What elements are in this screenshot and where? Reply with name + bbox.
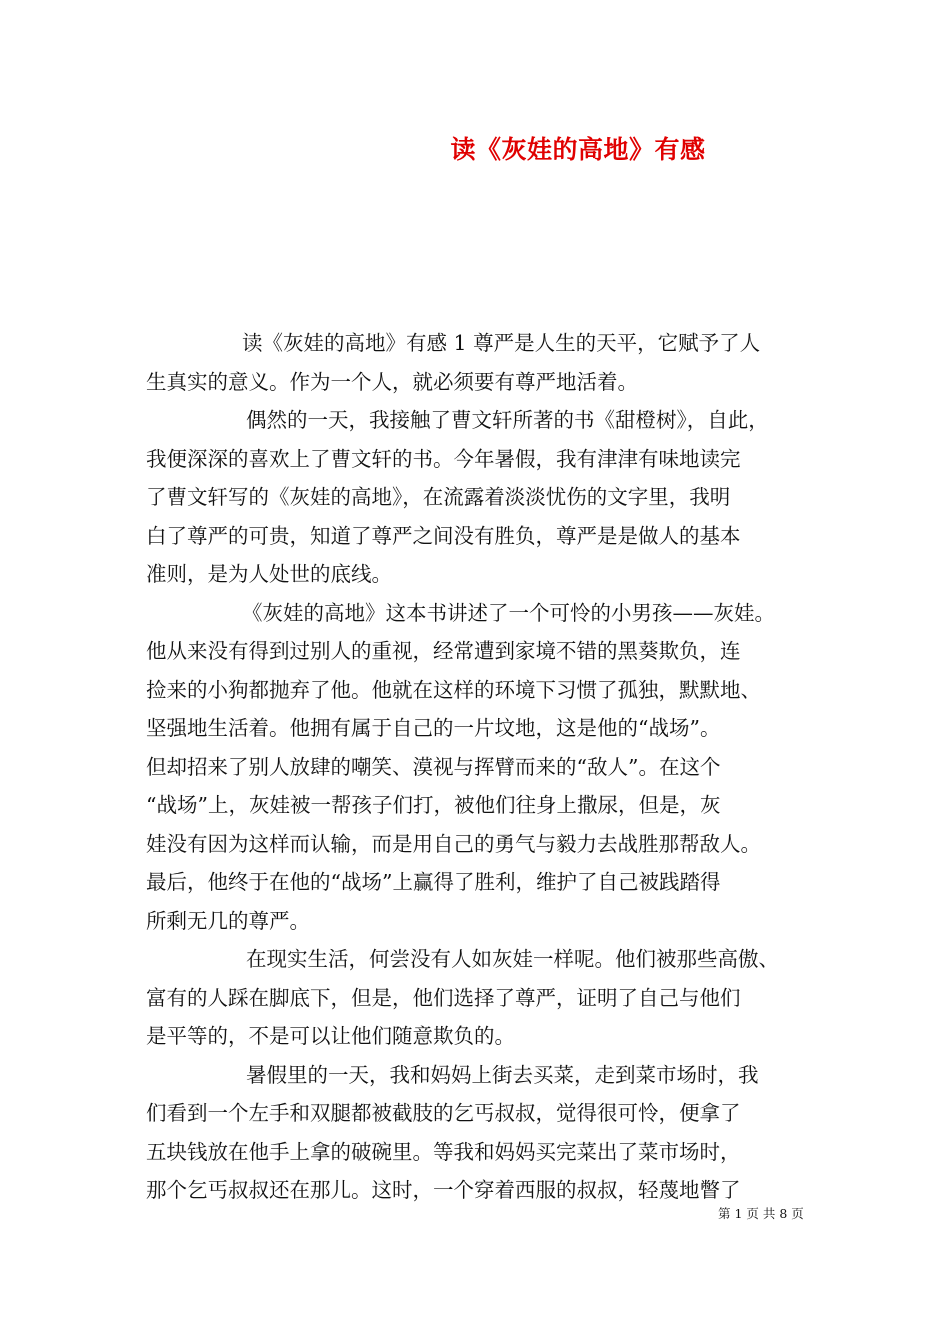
text-line: “战场”上，灰娃被一帮孩子们打，被他们往身上撒尿，但是，灰	[146, 793, 721, 817]
text-line: 白了尊严的可贵，知道了尊严之间没有胜负，尊严是是做人的基本	[146, 523, 741, 548]
text-line: 娃没有因为这样而认输，而是用自己的勇气与毅力去战胜那帮敌人。	[146, 831, 761, 856]
text-line: 五块钱放在他手上拿的破碗里。等我和妈妈买完菜出了菜市场时，	[146, 1139, 741, 1164]
text-line: 生真实的意义。作为一个人，就必须要有尊严地活着。	[146, 369, 638, 394]
paragraph-3	[146, 594, 812, 941]
text-line: 那个乞丐叔叔还在那儿。这时，一个穿着西服的叔叔，轻蔑地瞥了	[146, 1178, 741, 1202]
text-line: 了曹文轩写的《灰娃的高地》，在流露着淡淡忧伤的文字里，我明	[146, 485, 731, 509]
document-body	[146, 324, 812, 1210]
text-line: 富有的人踩在脚底下，但是，他们选择了尊严，证明了自己与他们	[146, 985, 741, 1010]
text-line: 最后，他终于在他的“战场”上赢得了胜利，维护了自己被践踏得	[146, 870, 721, 894]
paragraph-2	[146, 401, 812, 594]
paragraph-1	[146, 324, 812, 401]
text-line: 捡来的小狗都抛弃了他。他就在这样的环境下习惯了孤独，默默地、	[146, 677, 761, 702]
text-line: 是平等的，不是可以让他们随意欺负的。	[146, 1024, 515, 1048]
text-line: 《灰娃的高地》这本书讲述了一个可怜的小男孩——灰娃。	[242, 600, 775, 625]
page-number-footer: 第 1 页 共 8 页	[718, 1206, 804, 1221]
page-title: 读《灰娃的高地》有感	[450, 135, 706, 164]
text-line: 偶然的一天，我接触了曹文轩所著的书《甜橙树》，自此，	[246, 408, 769, 432]
text-line: 们看到一个左手和双腿都被截肢的乞丐叔叔，觉得很可怜，便拿了	[146, 1101, 741, 1125]
text-line: 读《灰娃的高地》有感 1 尊严是人生的天平，它赋予了人	[242, 331, 761, 355]
text-line: 坚强地生活着。他拥有属于自己的一片坟地，这是他的“战场”。	[146, 716, 721, 740]
paragraph-4	[146, 940, 812, 1056]
text-line: 暑假里的一天，我和妈妈上街去买菜，走到菜市场时，我	[246, 1062, 759, 1087]
text-line: 所剩无几的尊严。	[146, 908, 310, 933]
text-line: 准则，是为人处世的底线。	[146, 562, 392, 586]
text-line: 但却招来了别人放肆的嘲笑、漠视与挥臂而来的“敌人”。在这个	[146, 754, 721, 779]
text-line: 我便深深的喜欢上了曹文轩的书。今年暑假，我有津津有味地读完	[146, 446, 741, 471]
text-line: 在现实生活，何尝没有人如灰娃一样呢。他们被那些高傲、	[246, 947, 779, 971]
text-line: 他从来没有得到过别人的重视，经常遭到家境不错的黑葵欺负，连	[146, 639, 741, 663]
paragraph-5	[146, 1056, 812, 1210]
